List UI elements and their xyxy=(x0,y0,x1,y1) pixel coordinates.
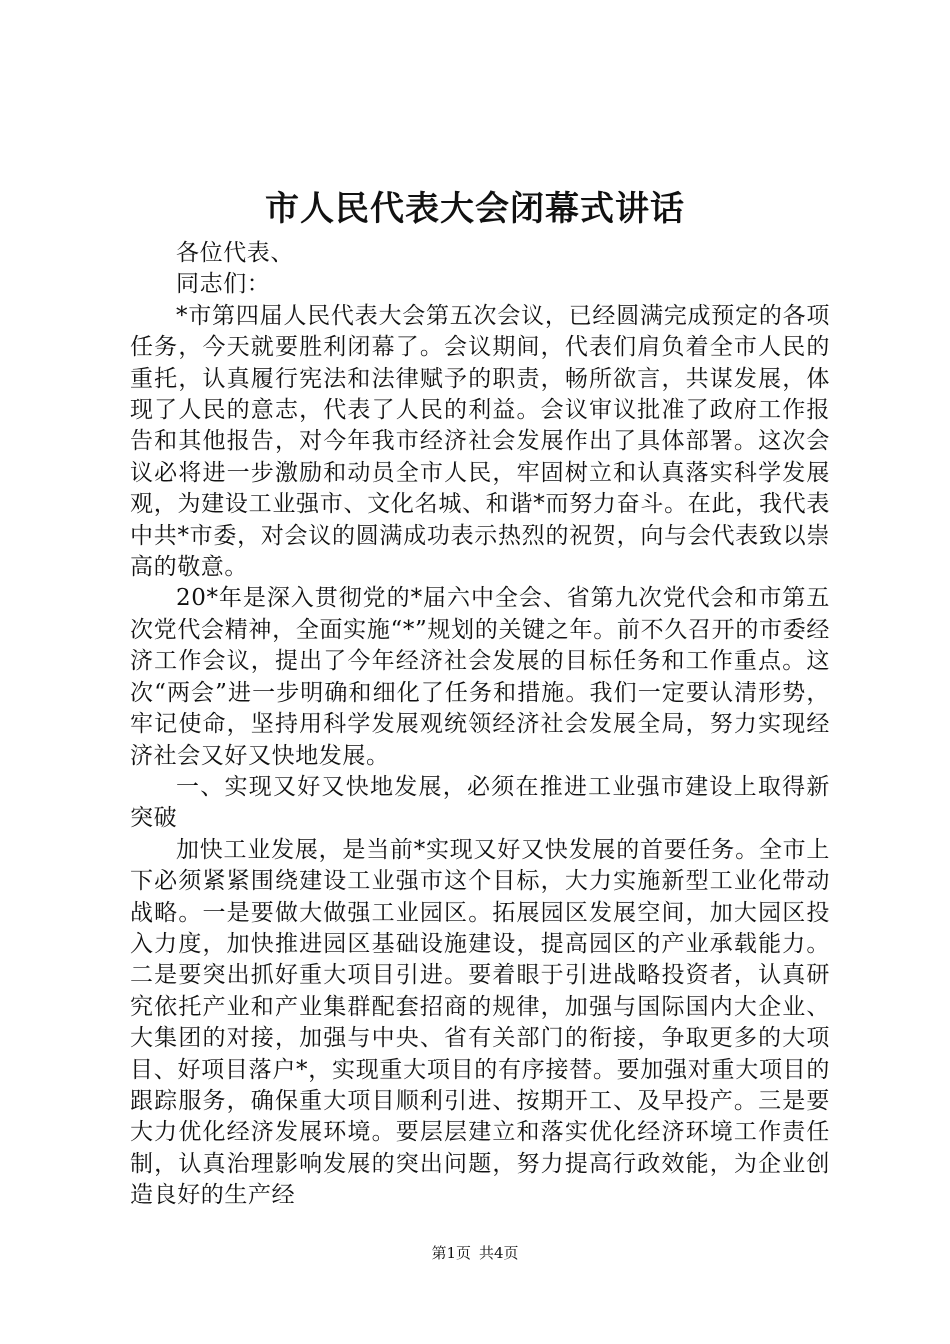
section-heading: 一、实现又好又快地发展，必须在推进工业强市建设上取得新突破 xyxy=(130,773,830,832)
page-footer xyxy=(0,1243,950,1263)
paragraph: *市第四届人民代表大会第五次会议，已经圆满完成预定的各项任务，今天就要胜利闭幕了。会议期间，代表们肩负着全市人民的重托，认真履行宪法和法律赋予的职责，畅所欲言，共谋发展，体现了人民的意志，代表了人民的利益。会议审议批准了政府工作报告和其他报告，对今年我市经济社会发展作出了具体部署。这次会议必将进一步激励和动员全市人民，牢固树立和认真落实科学发展观，为建设工业强市、文化名城、和谐*而努力奋斗。在此，我代表中共*市委，对会议的圆满成功表示热烈的祝贺，向与会代表致以崇高的敬意。 xyxy=(130,302,830,581)
document-body xyxy=(130,238,830,1212)
page-total: 共4页 xyxy=(479,1244,519,1262)
salutation-line: 同志们： xyxy=(176,271,271,298)
page-number: 第1页 xyxy=(431,1244,471,1262)
paragraph: 20*年是深入贯彻党的*届六中全会、省第九次党代会和市第五次党代会精神，全面实施“*”规划的关键之年。前不久召开的市委经济工作会议，提出了今年经济社会发展的目标任务和工作重点。这次“两会”进一步明确和细化了任务和措施。我们一定要认清形势，牢记使命，坚持用科学发展观统领经济社会发展全局，努力实现经济社会又好又快地发展。 xyxy=(130,585,830,769)
document-title: 市人民代表大会闭幕式讲话 xyxy=(265,189,685,229)
paragraph: 加快工业发展，是当前*实现又好又快发展的首要任务。全市上下必须紧紧围绕建设工业强市这个目标，大力实施新型工业化带动战略。一是要做大做强工业园区。拓展园区发展空间，加大园区投入力度，加快推进园区基础设施建设，提高园区的产业承载能力。二是要突出抓好重大项目引进。要着眼于引进战略投资者，认真研究依托产业和产业集群配套招商的规律，加强与国际国内大企业、大集团的对接，加强与中央、省有关部门的衔接，争取更多的大项目、好项目落户*，实现重大项目的有序接替。要加强对重大项目的跟踪服务，确保重大项目顺利引进、按期开工、及早投产。三是要大力优化经济发展环境。要层层建立和落实优化经济环境工作责任制，认真治理影响发展的突出问题，努力提高行政效能，为企业创造良好的生产经 xyxy=(130,836,830,1209)
salutation-line: 各位代表、 xyxy=(176,240,294,266)
